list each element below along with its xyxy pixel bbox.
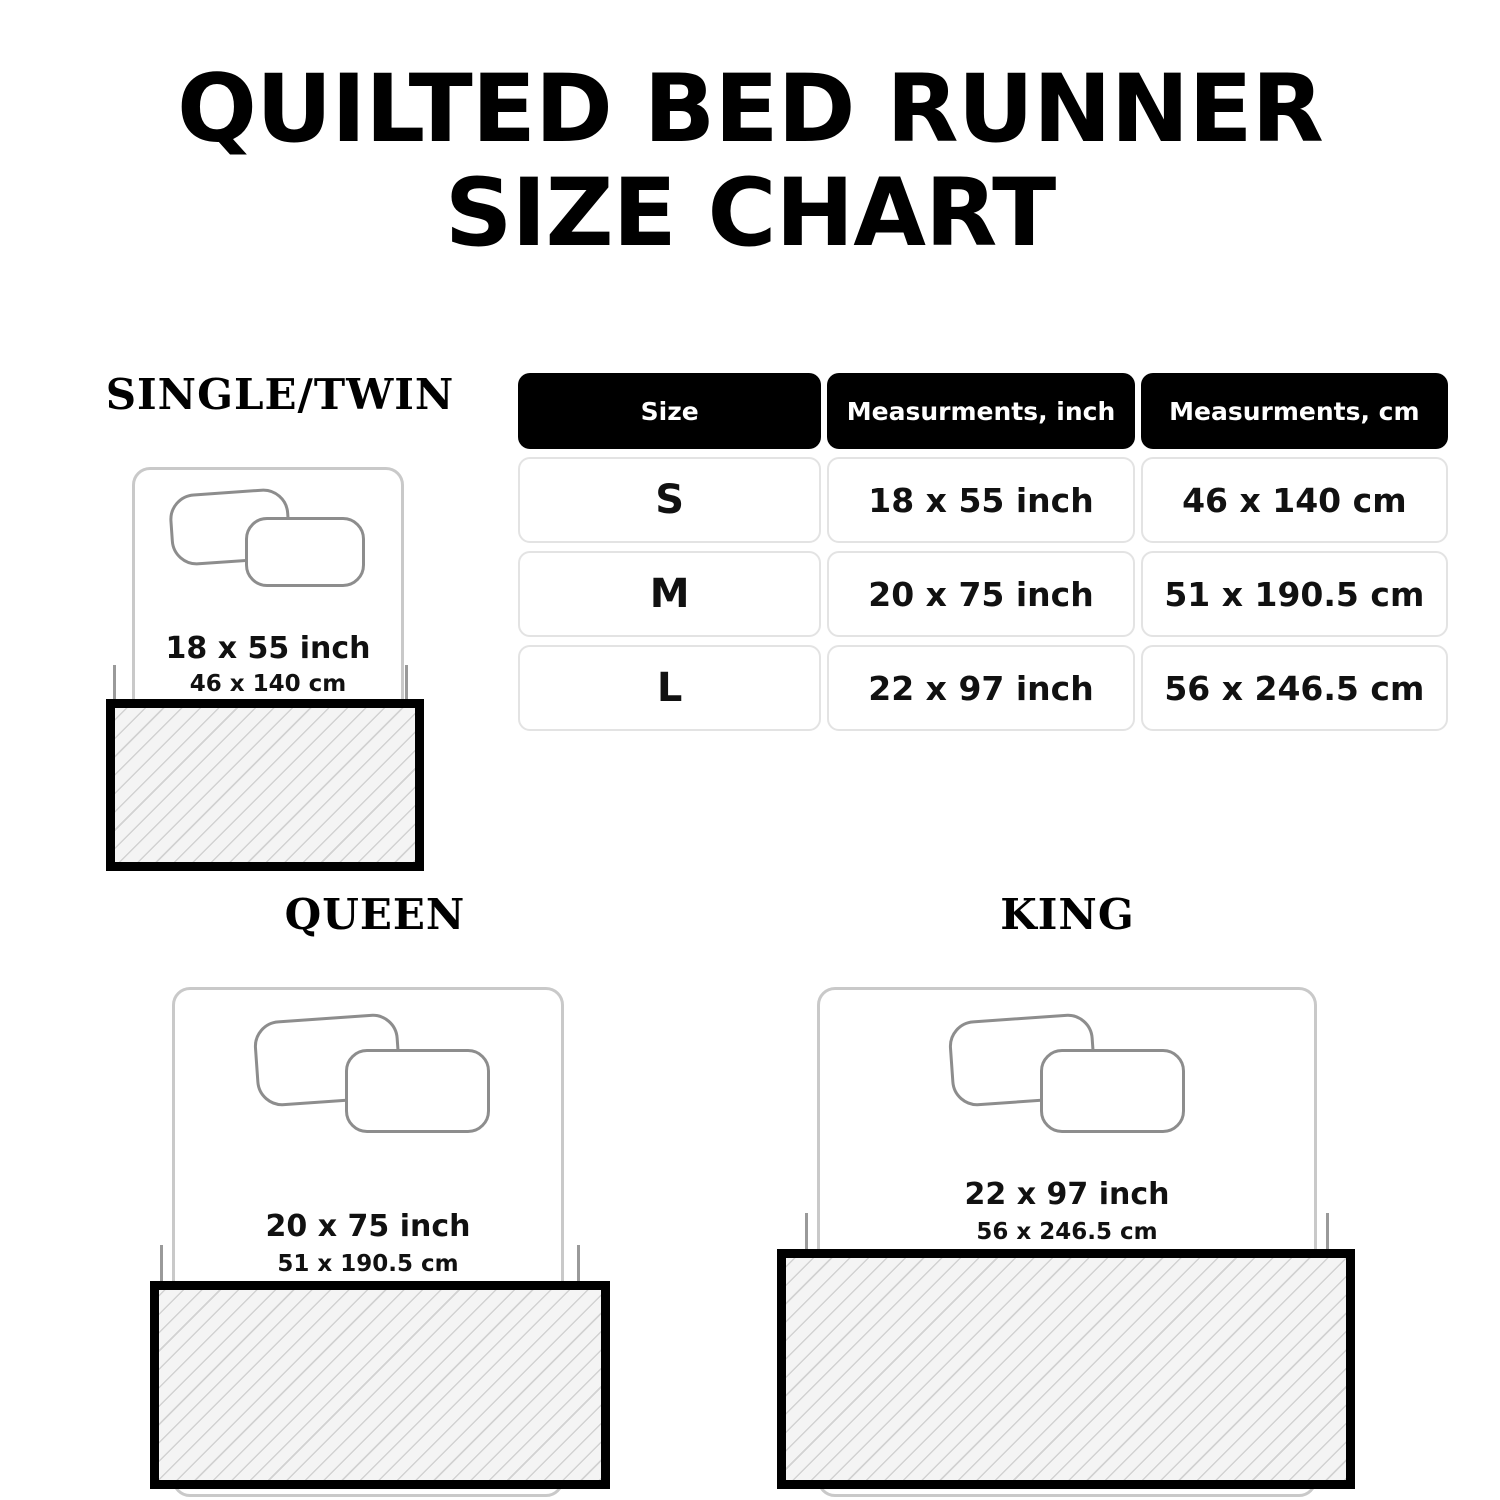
table-cell-cm: 46 x 140 cm: [1141, 457, 1448, 543]
dimension-cm-queen: 51 x 190.5 cm: [277, 1251, 459, 1277]
bed-label-king: KING: [1000, 890, 1135, 939]
bed-runner-king: [777, 1249, 1355, 1489]
table-header-row: [518, 373, 1448, 449]
table-cell-cm: 51 x 190.5 cm: [1141, 551, 1448, 637]
table-header-inch: Measurments, inch: [827, 373, 1134, 449]
pillow-front: [345, 1049, 490, 1133]
table-cell-size: S: [518, 457, 821, 543]
table-header-cm: Measurments, cm: [1141, 373, 1448, 449]
bed-diagram-single-twin: [90, 419, 470, 899]
bed-runner-single-twin: [106, 699, 424, 871]
dimension-inch-king: 22 x 97 inch: [964, 1177, 1170, 1212]
pillow-front: [1040, 1049, 1185, 1133]
table-row: [518, 457, 1448, 543]
bed-label-queen: QUEEN: [284, 890, 466, 939]
dimension-cm-single-twin: 46 x 140 cm: [189, 671, 347, 697]
table-cell-inch: 20 x 75 inch: [827, 551, 1134, 637]
table-header-size: Size: [518, 373, 821, 449]
table-row: [518, 551, 1448, 637]
dimension-inch-single-twin: 18 x 55 inch: [165, 631, 371, 666]
page-title: [0, 55, 1500, 268]
dimension-inch-queen: 20 x 75 inch: [265, 1209, 471, 1244]
dimension-bracket: [160, 1245, 580, 1285]
table-cell-inch: 22 x 97 inch: [827, 645, 1134, 731]
bed-group-queen: [150, 890, 600, 1499]
bed-group-single-twin: [90, 370, 470, 899]
table-cell-size: M: [518, 551, 821, 637]
table-cell-size: L: [518, 645, 821, 731]
size-table: [518, 373, 1448, 739]
bed-group-king: [795, 890, 1340, 1499]
dimension-bracket: [805, 1213, 1329, 1253]
table-cell-inch: 18 x 55 inch: [827, 457, 1134, 543]
pillow-front: [245, 517, 365, 587]
bed-diagram-king: [795, 939, 1340, 1499]
bed-runner-queen: [150, 1281, 610, 1489]
bed-label-single-twin: SINGLE/TWIN: [105, 370, 455, 419]
table-row: [518, 645, 1448, 731]
title-line-1: QUILTED BED RUNNER: [177, 55, 1323, 164]
table-cell-cm: 56 x 246.5 cm: [1141, 645, 1448, 731]
dimension-bracket: [113, 665, 408, 703]
title-line-2: SIZE CHART: [444, 159, 1056, 268]
bed-diagram-queen: [150, 939, 600, 1499]
dimension-cm-king: 56 x 246.5 cm: [976, 1219, 1158, 1245]
